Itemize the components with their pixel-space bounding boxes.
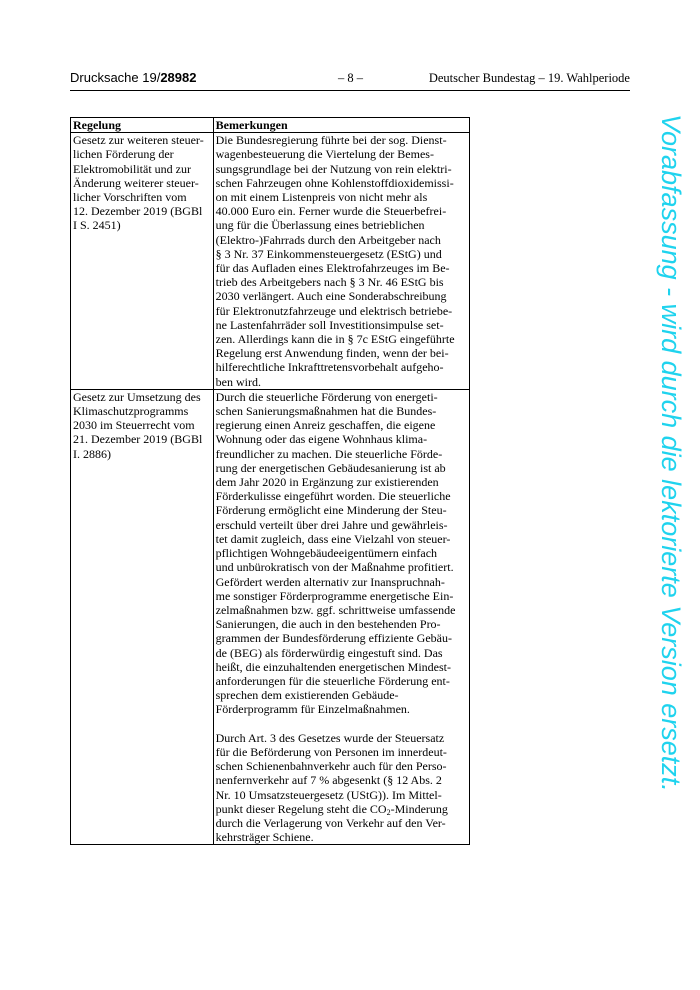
- text-line: anforderungen für die steuerliche Förderung ent-: [215, 673, 450, 688]
- text-line: grammen der Bundesförderung effiziente Gebäu-: [215, 631, 452, 646]
- co2-line-start: punkt dieser Regelung steht die CO: [215, 801, 387, 816]
- text-line: wagenbesteuerung die Viertelung der Bemes-: [215, 147, 434, 162]
- parliament-period: Deutscher Bundestag – 19. Wahlperiode: [428, 71, 630, 85]
- page-header: [70, 70, 630, 91]
- text-line: heißt, die einzuhaltenden energetischen Mindest-: [215, 659, 451, 674]
- text-line: Sanierungen, die auch in den bestehenden Pro-: [215, 617, 441, 632]
- text-line: durch die Verlagerung von Verkehr auf den Ver-: [215, 815, 446, 830]
- table-row: [71, 133, 470, 390]
- regulations-table: [70, 117, 470, 845]
- text-line: sprechen dem existierenden Gebäude-: [215, 688, 399, 703]
- text-line: und unbürokratisch von der Maßnahme profitiert.: [215, 560, 454, 575]
- text-line: Gefördert werden alternativ zur Inanspruchnah-: [215, 574, 445, 589]
- bemerkungen-cell: [213, 133, 469, 390]
- column-header-bemerkungen: Bemerkungen: [213, 118, 469, 133]
- document-number-prefix: Drucksache 19/: [70, 70, 161, 85]
- paragraph-gap: [216, 717, 467, 731]
- text-line: zen. Allerdings kann die in § 7c EStG eingeführte: [215, 332, 455, 347]
- text-line: Gesetz zur weiteren steuer-: [73, 133, 204, 148]
- text-line: pflichtigen Wohngebäudeeigentümern einfach: [215, 546, 438, 561]
- text-line: für die Beförderung von Personen im innerdeut-: [215, 744, 447, 759]
- text-line: Durch die steuerliche Förderung von energeti-: [215, 389, 438, 404]
- co2-subscript: 2: [386, 807, 391, 817]
- text-line: Gesetz zur Umsetzung des: [73, 389, 201, 404]
- co2-text-line: [216, 802, 467, 816]
- text-line: I. 2886): [73, 446, 111, 461]
- text-line: ung für die Überlassung eines betrieblichen: [215, 218, 425, 233]
- text-line: 12. Dezember 2019 (BGBl: [73, 204, 203, 219]
- text-line: freundlicher zu machen. Die steuerliche Förde-: [215, 446, 443, 461]
- text-line: ben wird.: [215, 374, 261, 389]
- text-line: 40.000 Euro ein. Ferner wurde die Steuerbefrei-: [215, 204, 447, 219]
- text-line: I S. 2451): [73, 218, 121, 233]
- document-number-value: 28982: [160, 70, 197, 85]
- text-line: tet damit zugleich, dass eine Vielzahl von steuer-: [215, 531, 451, 546]
- text-line: nenfernverkehr auf 7 % abgesenkt (§ 12 Abs. 2: [215, 773, 442, 788]
- column-header-regelung: Regelung: [71, 118, 214, 133]
- text-line: 2030 verlängert. Auch eine Sonderabschreibung: [215, 289, 447, 304]
- co2-line-end: -Minderung: [390, 801, 448, 816]
- text-line: ne Lastenfahrräder soll Investitionsimpulse set-: [215, 317, 444, 332]
- text-line: licher Vorschriften vom: [73, 190, 187, 205]
- table-row: [71, 389, 470, 844]
- text-line: sungsgrundlage bei der Nutzung von rein elektri-: [215, 161, 452, 176]
- regelung-cell: [71, 389, 214, 844]
- bemerkungen-cell: [213, 389, 469, 844]
- text-line: schen Schienenbahnverkehr auch für den Perso-: [215, 759, 447, 774]
- regelung-cell: [71, 133, 214, 390]
- text-line: für das Aufladen eines Elektrofahrzeuges im Be-: [215, 261, 450, 276]
- text-line: Elektromobilität und zur: [73, 161, 191, 176]
- text-line: Die Bundesregierung führte bei der sog. Dienst-: [215, 133, 447, 148]
- table-header-row: [71, 118, 470, 133]
- document-number: [70, 70, 196, 85]
- text-line: für Elektronutzfahrzeuge und elektrisch betriebe-: [215, 303, 453, 318]
- text-line: 21. Dezember 2019 (BGBl: [73, 432, 203, 447]
- text-line: erschuld verteilt über drei Jahre und gewährleis-: [215, 517, 448, 532]
- draft-watermark: Vorabfassung - wird durch die lektorierte Version ersetzt.: [656, 114, 686, 792]
- text-line: lichen Förderung der: [73, 147, 174, 162]
- text-line: Förderung ermöglicht eine Minderung der Steu-: [215, 503, 447, 518]
- text-line: Wohnung oder das eigene Wohnhaus klima-: [215, 432, 428, 447]
- text-line: Regelung erst Anwendung finden, wenn der bei-: [215, 346, 449, 361]
- text-line: § 3 Nr. 37 Einkommensteuergesetz (EStG) und: [215, 246, 442, 261]
- text-line: Förderprogramm für Einzelmaßnahmen.: [215, 702, 410, 717]
- text-line: Förderkulisse eingeführt worden. Die steuerliche: [215, 489, 451, 504]
- text-line: trieb des Arbeitgebers nach § 3 Nr. 46 EStG bis: [215, 275, 444, 290]
- text-line: dem Jahr 2020 in Ergänzung zur existierenden: [215, 475, 439, 490]
- text-line: de (BEG) als förderwürdig eingestuft sind. Das: [215, 645, 443, 660]
- text-line: me sonstiger Förderprogramme energetische Ein-: [215, 588, 454, 603]
- text-line: Klimaschutzprogramms: [73, 404, 189, 419]
- text-line: schen Sanierungsmaßnahmen hat die Bundes-: [215, 404, 437, 419]
- text-line: zelmaßnahmen bzw. ggf. schrittweise umfassende: [215, 602, 456, 617]
- text-line: hilferechtliche Inkrafttretensvorbehalt aufgeho-: [215, 360, 444, 375]
- text-line: schen Fahrzeugen ohne Kohlenstoffdioxidemissi-: [215, 175, 454, 190]
- text-line: on mit einem Listenpreis von nicht mehr als: [215, 190, 428, 205]
- text-line: Änderung weiterer steuer-: [73, 175, 199, 190]
- text-line: regierung einen Anreiz geschaffen, die eigene: [215, 418, 436, 433]
- page-number: – 8 –: [338, 71, 363, 85]
- text-line: kehrsträger Schiene.: [215, 830, 314, 845]
- text-line: Nr. 10 Umsatzsteuergesetz (UStG)). Im Mittel-: [215, 787, 442, 802]
- text-line: 2030 im Steuerrecht vom: [73, 418, 195, 433]
- text-line: rung der energetischen Gebäudesanierung ist ab: [215, 460, 446, 475]
- text-line: Durch Art. 3 des Gesetzes wurde der Steuersatz: [215, 730, 445, 745]
- text-line: (Elektro-)Fahrrads durch den Arbeitgeber nach: [215, 232, 441, 247]
